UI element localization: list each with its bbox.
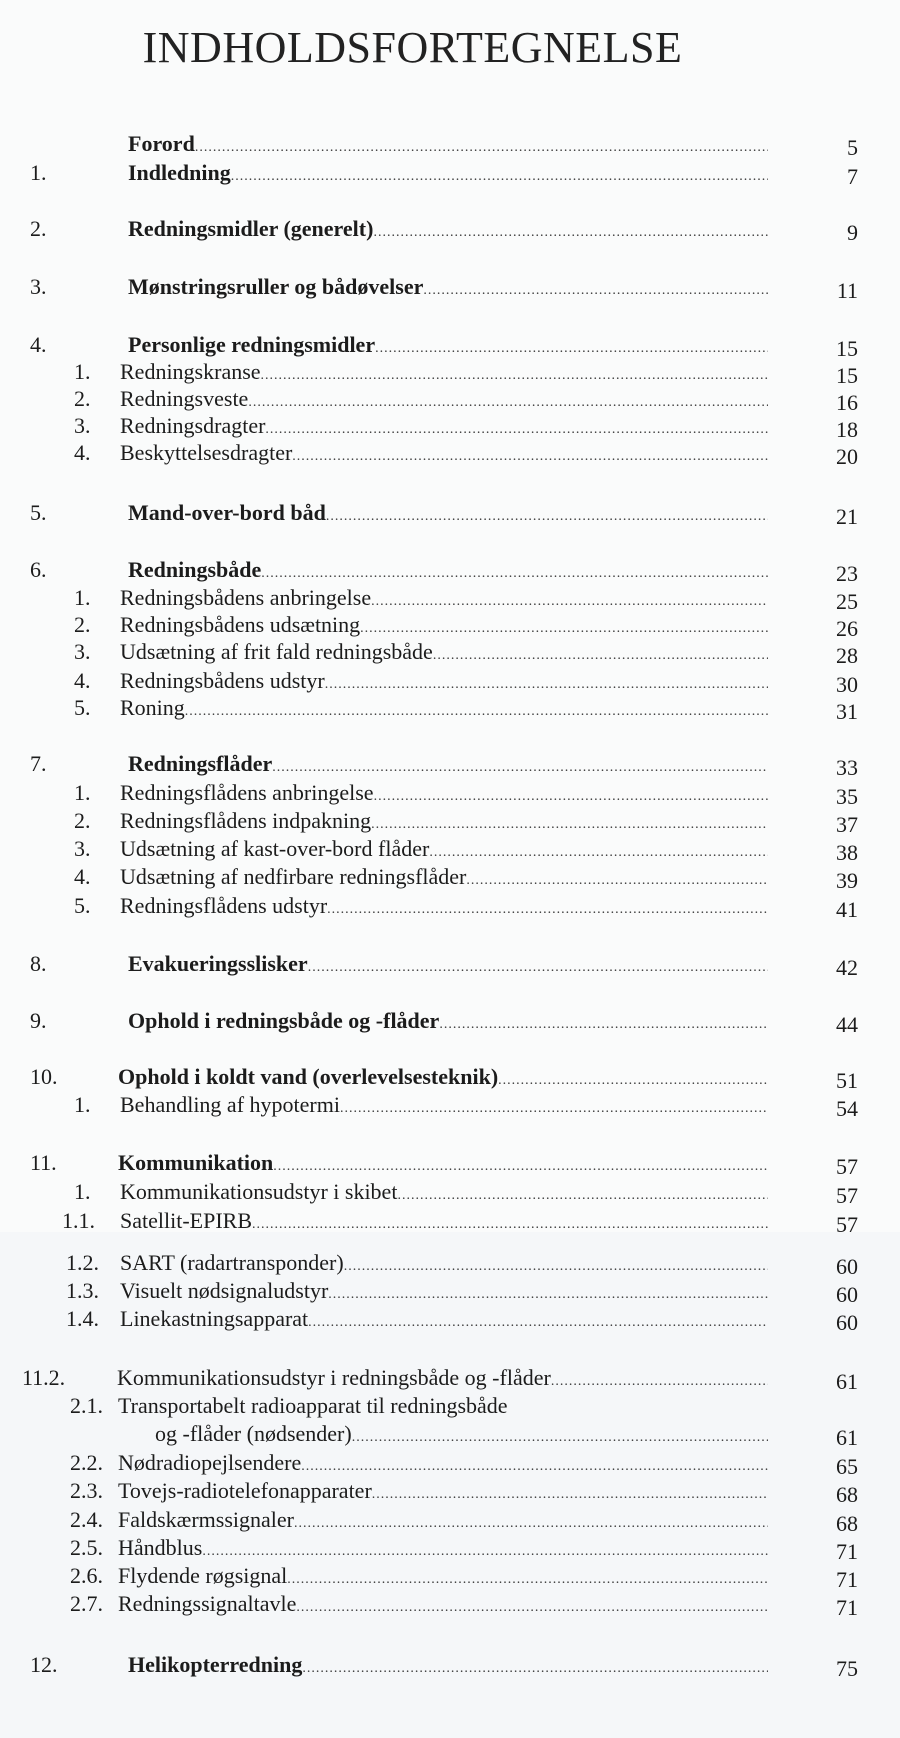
entry-title: Indledning bbox=[128, 160, 231, 185]
entry-leader bbox=[155, 1420, 768, 1452]
entry-title: Redningsbådens anbringelse bbox=[120, 585, 372, 610]
toc-entry bbox=[0, 807, 900, 835]
dot-leader bbox=[296, 1594, 768, 1622]
entry-title: Redningsdragter bbox=[120, 413, 266, 438]
entry-number: 1.2. bbox=[66, 1250, 99, 1275]
entry-title: Kommunikationsudstyr i skibet bbox=[120, 1179, 398, 1204]
dot-leader bbox=[273, 1153, 768, 1181]
entry-page-number: 23 bbox=[836, 561, 858, 586]
toc-entry bbox=[0, 779, 900, 807]
toc-entry bbox=[0, 1449, 900, 1477]
toc-entry bbox=[0, 358, 900, 386]
toc-entry bbox=[0, 892, 900, 920]
entry-page-number: 15 bbox=[836, 336, 858, 361]
entry-number: 2.3. bbox=[70, 1478, 103, 1503]
entry-title: SART (radartransponder) bbox=[120, 1250, 344, 1275]
entry-page-number: 71 bbox=[836, 1595, 858, 1620]
dot-leader bbox=[272, 754, 768, 782]
entry-number: 1.4. bbox=[66, 1306, 99, 1331]
entry-leader bbox=[120, 1305, 768, 1337]
entry-title: Behandling af hypotermi bbox=[120, 1092, 340, 1117]
entry-number: 7. bbox=[30, 751, 47, 776]
entry-leader bbox=[118, 1477, 768, 1509]
entry-leader bbox=[120, 439, 768, 471]
toc-entry bbox=[0, 1249, 900, 1277]
entry-page-number: 60 bbox=[836, 1254, 858, 1279]
toc-entry bbox=[0, 1506, 900, 1534]
entry-page-number: 35 bbox=[836, 784, 858, 809]
toc-entry bbox=[0, 1007, 900, 1035]
entry-leader bbox=[120, 863, 768, 895]
toc-entry bbox=[0, 750, 900, 778]
entry-page-number: 5 bbox=[847, 135, 858, 160]
entry-title: Redningsbåde bbox=[128, 557, 262, 582]
entry-title: Ophold i koldt vand (overlevelsesteknik) bbox=[118, 1064, 499, 1089]
entry-title: Redningskranse bbox=[120, 359, 261, 384]
entry-number: 3. bbox=[74, 639, 91, 664]
entry-number: 9. bbox=[30, 1008, 47, 1033]
entry-number: 2.2. bbox=[70, 1450, 103, 1475]
entry-page-number: 57 bbox=[836, 1212, 858, 1237]
toc-entry bbox=[0, 584, 900, 612]
toc-entry bbox=[0, 694, 900, 722]
entry-number: 2. bbox=[74, 808, 91, 833]
entry-number: 3. bbox=[30, 274, 47, 299]
toc-entry bbox=[0, 1149, 900, 1177]
toc-entry bbox=[0, 638, 900, 666]
dot-leader bbox=[439, 1011, 768, 1039]
toc-entry bbox=[0, 159, 900, 187]
toc-entry bbox=[0, 130, 900, 158]
toc-entry bbox=[0, 412, 900, 440]
entry-page-number: 42 bbox=[836, 955, 858, 980]
toc-entry bbox=[0, 331, 900, 359]
entry-number: 5. bbox=[30, 500, 47, 525]
entry-leader bbox=[120, 1091, 768, 1123]
entry-title: Udsætning af frit fald redningsbåde bbox=[120, 639, 433, 664]
entry-number: 1. bbox=[74, 585, 91, 610]
entry-page-number: 44 bbox=[836, 1012, 858, 1037]
dot-leader bbox=[308, 954, 768, 982]
toc-entry bbox=[0, 215, 900, 243]
dot-leader bbox=[231, 163, 768, 191]
dot-leader bbox=[433, 642, 768, 670]
entry-leader bbox=[128, 159, 768, 191]
entry-title: Tovejs-radiotelefonapparater bbox=[118, 1478, 372, 1503]
entry-title: Redningsflåder bbox=[128, 751, 273, 776]
entry-number: 5. bbox=[74, 893, 91, 918]
entry-title: Redningssignaltavle bbox=[118, 1591, 297, 1616]
entry-title: Redningsbådens udstyr bbox=[120, 668, 325, 693]
entry-page-number: 37 bbox=[836, 812, 858, 837]
entry-leader bbox=[128, 130, 768, 162]
entry-page-number: 33 bbox=[836, 755, 858, 780]
toc-entry bbox=[0, 499, 900, 527]
entry-page-number: 28 bbox=[836, 643, 858, 668]
entry-page-number: 57 bbox=[836, 1183, 858, 1208]
entry-title: Redningsflådens indpakning bbox=[120, 808, 372, 833]
entry-number: 2.4. bbox=[70, 1507, 103, 1532]
entry-title: Håndblus bbox=[118, 1535, 203, 1560]
entry-title: Evakueringsslisker bbox=[128, 951, 308, 976]
dot-leader bbox=[185, 698, 768, 726]
entry-number: 6. bbox=[30, 557, 47, 582]
entry-title: Redningsmidler (generelt) bbox=[128, 216, 374, 241]
toc-entry bbox=[0, 1562, 900, 1590]
entry-page-number: 68 bbox=[836, 1511, 858, 1536]
entry-number: 3. bbox=[74, 836, 91, 861]
toc-entry bbox=[0, 1178, 900, 1206]
entry-number: 3. bbox=[74, 413, 91, 438]
entry-number: 8. bbox=[30, 951, 47, 976]
entry-title: Ophold i redningsbåde og -flåder bbox=[128, 1008, 440, 1033]
entry-number: 2.1. bbox=[70, 1393, 103, 1418]
toc-entry bbox=[0, 1590, 900, 1618]
entry-leader bbox=[128, 750, 768, 782]
entry-title: Udsætning af nedfirbare redningsflåder bbox=[120, 864, 467, 889]
toc-entry bbox=[0, 1477, 900, 1505]
toc-entry bbox=[0, 1392, 900, 1420]
entry-number: 2. bbox=[74, 612, 91, 637]
toc-entry bbox=[0, 1305, 900, 1333]
entry-number: 4. bbox=[74, 864, 91, 889]
entry-number: 1. bbox=[30, 160, 47, 185]
entry-leader bbox=[128, 1651, 768, 1683]
entry-page-number: 20 bbox=[836, 444, 858, 469]
entry-leader bbox=[120, 638, 768, 670]
entry-page-number: 9 bbox=[847, 220, 858, 245]
entry-page-number: 41 bbox=[836, 897, 858, 922]
entry-leader bbox=[120, 1178, 768, 1210]
entry-number: 10. bbox=[30, 1064, 58, 1089]
entry-leader bbox=[118, 1590, 768, 1622]
entry-leader bbox=[128, 499, 768, 531]
entry-page-number: 30 bbox=[836, 672, 858, 697]
entry-page-number: 61 bbox=[836, 1425, 858, 1450]
entry-leader bbox=[128, 950, 768, 982]
entry-title: Satellit-EPIRB bbox=[120, 1208, 252, 1233]
dot-leader bbox=[340, 1095, 768, 1123]
toc-entry bbox=[0, 273, 900, 301]
entry-title: Helikopterredning bbox=[128, 1652, 303, 1677]
entry-title: Redningsveste bbox=[120, 386, 249, 411]
entry-title: Kommunikation bbox=[118, 1150, 274, 1175]
dot-leader bbox=[423, 277, 768, 305]
entry-page-number: 68 bbox=[836, 1482, 858, 1507]
entry-page-number: 39 bbox=[836, 868, 858, 893]
entry-page-number: 71 bbox=[836, 1567, 858, 1592]
entry-number: 11.2. bbox=[22, 1365, 66, 1390]
toc-entry bbox=[0, 1063, 900, 1091]
entry-number: 2. bbox=[30, 216, 47, 241]
entry-title: Redningsflådens anbringelse bbox=[120, 780, 374, 805]
entry-title: og -flåder (nødsender) bbox=[155, 1421, 352, 1446]
toc-entry bbox=[0, 1277, 900, 1305]
dot-leader bbox=[352, 1424, 768, 1452]
entry-number: 2. bbox=[74, 386, 91, 411]
entry-title: Udsætning af kast-over-bord flåder bbox=[120, 836, 430, 861]
entry-title: Linekastningsapparat bbox=[120, 1306, 309, 1331]
entry-leader bbox=[128, 273, 768, 305]
entry-page-number: 61 bbox=[836, 1369, 858, 1394]
entry-page-number: 7 bbox=[847, 164, 858, 189]
toc-entry bbox=[0, 835, 900, 863]
entry-number: 4. bbox=[74, 668, 91, 693]
toc-entry bbox=[0, 950, 900, 978]
dot-leader bbox=[373, 219, 768, 247]
entry-title: Forord bbox=[128, 131, 195, 156]
dot-leader bbox=[252, 1211, 768, 1239]
entry-number: 1. bbox=[74, 1092, 91, 1117]
entry-number: 12. bbox=[30, 1652, 58, 1677]
entry-title: Transportabelt radioapparat til redningsbåde bbox=[118, 1393, 508, 1418]
page-title: INDHOLDSFORTEGNELSE bbox=[142, 23, 683, 72]
entry-title: Kommunikationsudstyr i redningsbåde og -flåder bbox=[117, 1365, 551, 1390]
entry-number: 1. bbox=[74, 780, 91, 805]
entry-page-number: 21 bbox=[836, 504, 858, 529]
entry-number: 11. bbox=[30, 1150, 57, 1175]
dot-leader bbox=[195, 134, 768, 162]
entry-page-number: 51 bbox=[836, 1068, 858, 1093]
entry-title: Roning bbox=[120, 695, 185, 720]
entry-number: 2.7. bbox=[70, 1591, 103, 1616]
entry-title: Mønstringsruller og bådøvelser bbox=[128, 274, 424, 299]
entry-title: Mand-over-bord båd bbox=[128, 500, 326, 525]
toc-entry bbox=[0, 385, 900, 413]
toc-entry bbox=[0, 1534, 900, 1562]
dot-leader bbox=[292, 443, 768, 471]
entry-leader bbox=[120, 1207, 768, 1239]
entry-number: 4. bbox=[30, 332, 47, 357]
entry-page-number: 71 bbox=[836, 1539, 858, 1564]
entry-title: Visuelt nødsignaludstyr bbox=[120, 1278, 329, 1303]
entry-page-number: 18 bbox=[836, 417, 858, 442]
entry-page-number: 11 bbox=[836, 278, 858, 303]
toc-entry bbox=[0, 667, 900, 695]
entry-number: 2.5. bbox=[70, 1535, 103, 1560]
toc-entry bbox=[0, 1420, 900, 1448]
toc-entry bbox=[0, 556, 900, 584]
dot-leader bbox=[466, 867, 768, 895]
entry-title: Redningsbådens udsætning bbox=[120, 612, 361, 637]
entry-title: Flydende røgsignal bbox=[118, 1563, 288, 1588]
dot-leader bbox=[326, 503, 768, 531]
entry-page-number: 54 bbox=[836, 1096, 858, 1121]
dot-leader bbox=[372, 1481, 768, 1509]
entry-page-number: 60 bbox=[836, 1310, 858, 1335]
toc-entry bbox=[0, 863, 900, 891]
entry-page-number: 15 bbox=[836, 363, 858, 388]
entry-title: Faldskærmssignaler bbox=[118, 1507, 294, 1532]
toc-entry bbox=[0, 1364, 900, 1392]
entry-title: Beskyttelsesdragter bbox=[120, 440, 293, 465]
toc-entry bbox=[0, 611, 900, 639]
dot-leader bbox=[397, 1182, 768, 1210]
dot-leader bbox=[308, 1309, 768, 1337]
entry-number: 1. bbox=[74, 359, 91, 384]
entry-page-number: 26 bbox=[836, 616, 858, 641]
entry-title: Nødradiopejlsendere bbox=[118, 1450, 302, 1475]
entry-page-number: 60 bbox=[836, 1282, 858, 1307]
entry-number: 5. bbox=[74, 695, 91, 720]
entry-leader bbox=[118, 1392, 508, 1420]
entry-number: 1. bbox=[74, 1179, 91, 1204]
entry-page-number: 16 bbox=[836, 390, 858, 415]
toc-entry bbox=[0, 1091, 900, 1119]
toc-entry bbox=[0, 439, 900, 467]
entry-page-number: 38 bbox=[836, 840, 858, 865]
entry-leader bbox=[118, 1149, 768, 1181]
entry-page-number: 25 bbox=[836, 589, 858, 614]
entry-page-number: 75 bbox=[836, 1656, 858, 1681]
entry-page-number: 57 bbox=[836, 1154, 858, 1179]
entry-leader bbox=[128, 1007, 768, 1039]
toc-entry bbox=[0, 1207, 900, 1235]
entry-title: Personlige redningsmidler bbox=[128, 332, 376, 357]
entry-page-number: 65 bbox=[836, 1454, 858, 1479]
dot-leader bbox=[302, 1655, 768, 1683]
dot-leader bbox=[327, 896, 768, 924]
entry-page-number: 31 bbox=[836, 699, 858, 724]
entry-number: 4. bbox=[74, 440, 91, 465]
entry-leader bbox=[128, 215, 768, 247]
entry-leader bbox=[120, 892, 768, 924]
entry-number: 1.3. bbox=[66, 1278, 99, 1303]
entry-leader bbox=[120, 694, 768, 726]
entry-title: Redningsflådens udstyr bbox=[120, 893, 328, 918]
toc-entry bbox=[0, 1651, 900, 1679]
entry-number: 2.6. bbox=[70, 1563, 103, 1588]
entry-number: 1.1. bbox=[62, 1208, 95, 1233]
